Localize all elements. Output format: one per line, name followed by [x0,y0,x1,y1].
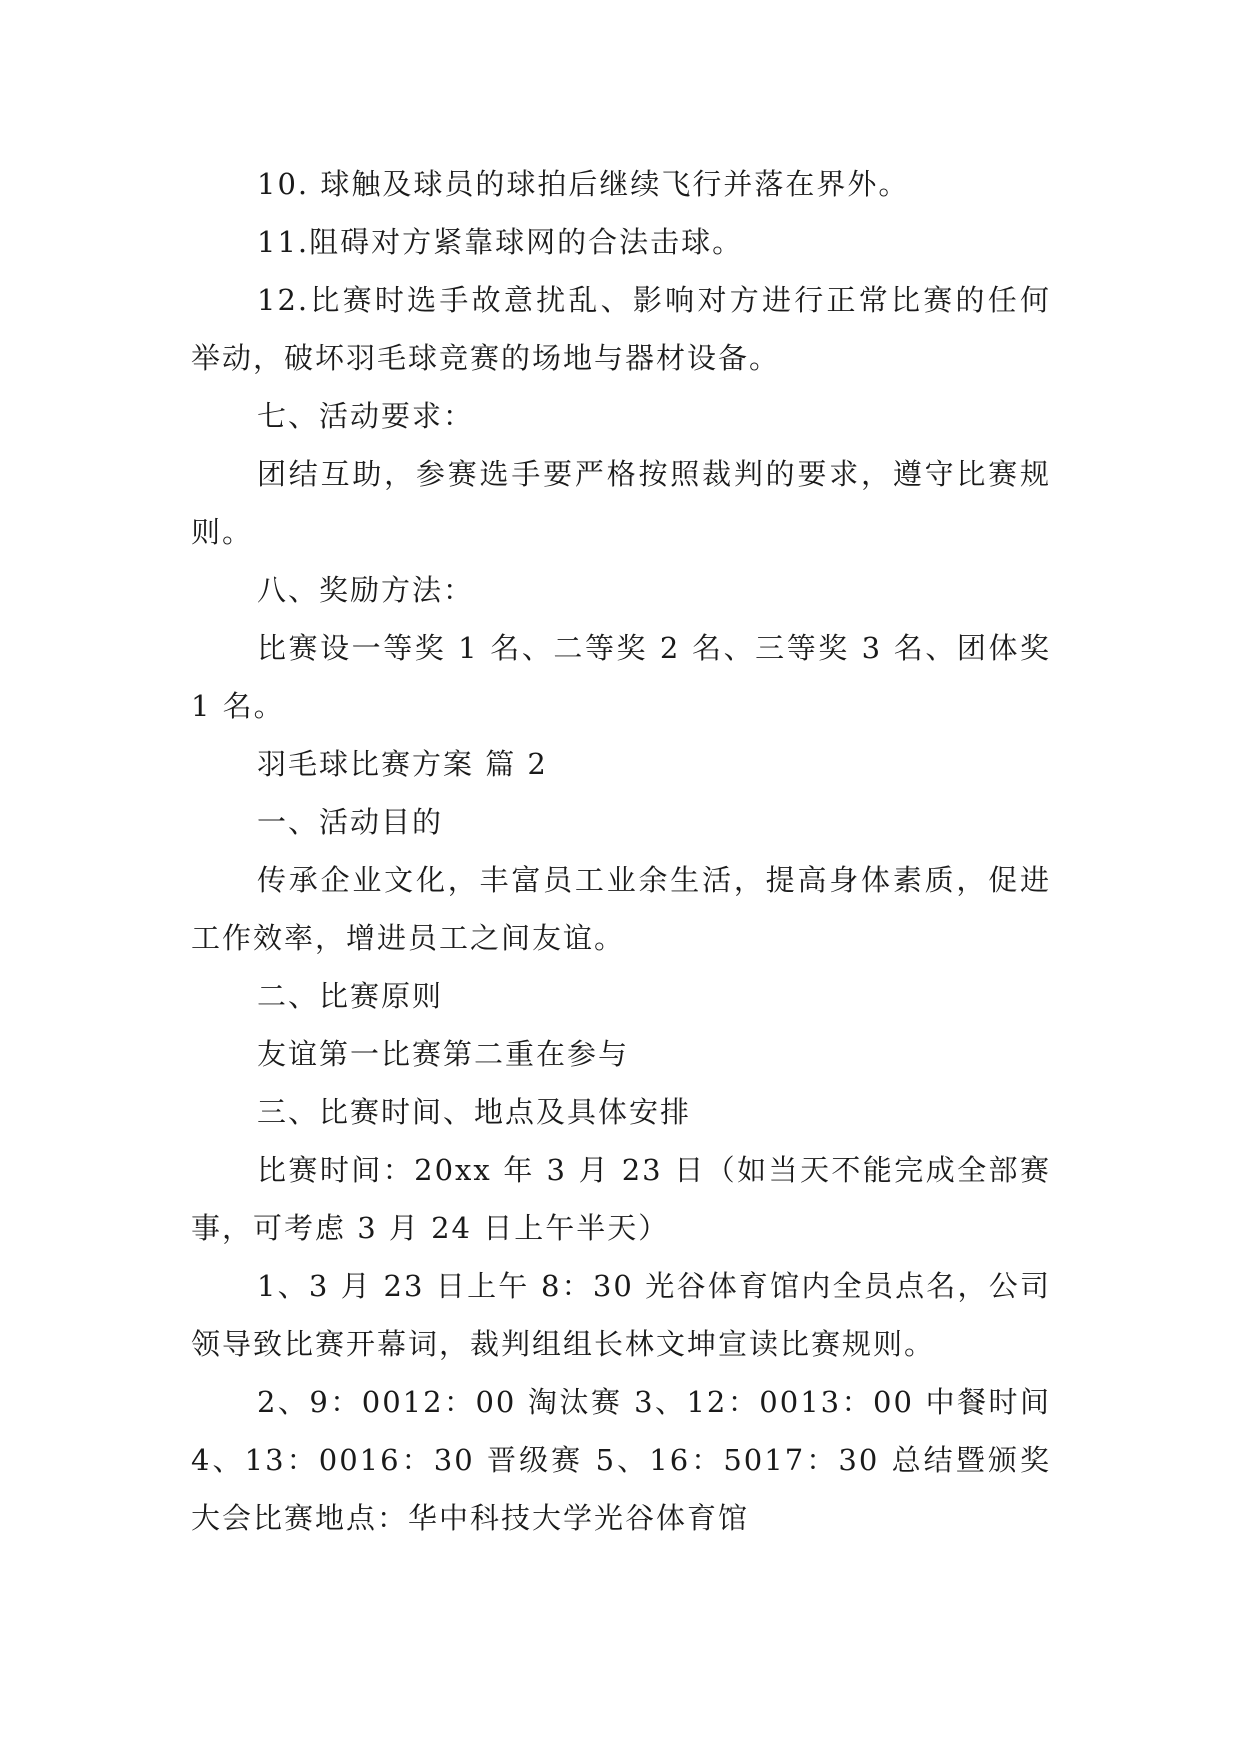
document-body [191,155,1051,1547]
purpose-text: 传承企业文化，丰富员工业余生活，提高身体素质，促进工作效率，增进员工之间友谊。 [191,863,1051,955]
plan-title-part-2: 羽毛球比赛方案 篇 2 [257,747,548,781]
section-heading-requirements: 七、活动要求： [257,399,475,433]
schedule-date-text: 比赛时间：20xx 年 3 月 23 日（如当天不能完成全部赛事，可考虑 3 月 24 日上午半天） [191,1153,1051,1245]
section-heading-awards: 八、奖励方法： [257,573,475,607]
section-heading-purpose: 一、活动目的 [257,805,444,839]
schedule-item-1: 1、3 月 23 日上午 8：30 光谷体育馆内全员点名，公司领导致比赛开幕词，裁判组组长林文坤宣读比赛规则。 [191,1269,1051,1361]
principles-text: 友谊第一比赛第二重在参与 [257,1037,630,1071]
rule-item-11: 11.阻碍对方紧靠球网的合法击球。 [257,225,744,259]
schedule-item-2: 2、9：0012：00 淘汰赛 3、12：0013：00 中餐时间 4、13：0016：30 晋级赛 5、16：5017：30 总结暨颁奖大会比赛地点：华中科技大学光谷体育馆 [191,1385,1051,1535]
awards-text: 比赛设一等奖 1 名、二等奖 2 名、三等奖 3 名、团体奖 1 名。 [191,631,1051,723]
section-heading-principles: 二、比赛原则 [257,979,444,1013]
section-heading-schedule: 三、比赛时间、地点及具体安排 [257,1095,692,1129]
requirements-text: 团结互助，参赛选手要严格按照裁判的要求，遵守比赛规则。 [191,457,1051,549]
rule-item-10: 10. 球触及球员的球拍后继续飞行并落在界外。 [257,167,910,201]
rule-item-12: 12.比赛时选手故意扰乱、影响对方进行正常比赛的任何举动，破坏羽毛球竞赛的场地与器材设备。 [191,283,1051,375]
